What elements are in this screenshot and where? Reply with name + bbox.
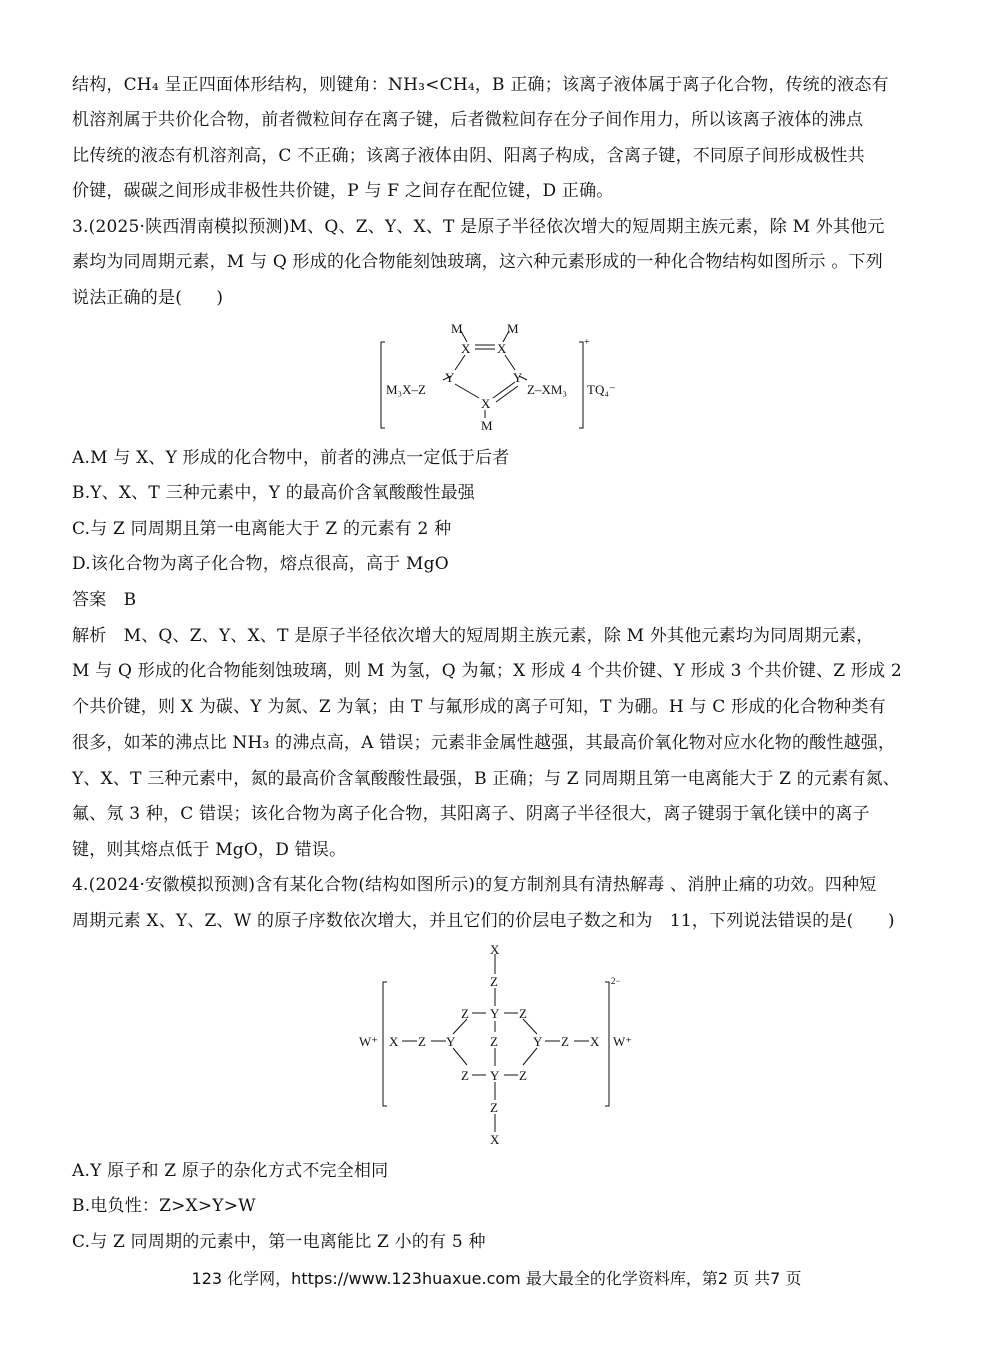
option-c: C.与 Z 同周期的元素中，第一电离能比 Z 小的有 5 种 [72,1232,486,1252]
atom-label: Z [418,1034,426,1049]
page-footer: 123 化学网，https://www.123huaxue.com 最大最全的化学资料库，第2 页 共7 页 [191,1269,802,1288]
cation-label: W⁺ [359,1034,379,1049]
question-4-structure-diagram [355,940,645,1150]
option-b: B.Y、X、T 三种元素中，Y 的最高价含氧酸酸性最强 [72,483,475,503]
analysis-line: 氟、氖 3 种，C 错误；该化合物为离子化合物，其阳离子、阴离子半径很大，离子键弱于氧化镁中的离子 [72,804,870,824]
atom-label: X [389,1034,399,1049]
atom-label: Z [490,1100,498,1115]
atom-label: X [497,341,507,356]
question-3-stem: 说法正确的是( ) [72,288,224,308]
text-line: 价键，碳碳之间形成非极性共价键，P 与 F 之间存在配位键，D 正确。 [72,181,614,201]
group-label: Z–XM₃ [527,382,567,397]
atom-label: Y [445,370,455,385]
atom-label: Y [533,1034,543,1049]
atom-label: M [507,321,519,336]
text-line: 结构，CH₄ 呈正四面体形结构，则键角：NH₃<CH₄，B 正确；该离子液体属于离子化合物，传统的液态有 [72,75,889,95]
atom-label: X [461,341,471,356]
option-b: B.电负性：Z>X>Y>W [72,1196,256,1216]
atom-label: Z [519,1068,527,1083]
text-line: 比传统的液态有机溶剂高，C 不正确；该离子液体由阴、阳离子构成，含离子键，不同原子间形成极性共 [72,146,865,166]
atom-label: X [490,942,500,957]
atom-label: X [590,1034,600,1049]
answer: 答案 B [72,590,137,610]
analysis-line: 很多，如苯的沸点比 NH₃ 的沸点高，A 错误；元素非金属性越强，其最高价氧化物对应水化物的酸性越强， [72,733,896,753]
charge-label: + [584,337,590,348]
option-d: D.该化合物为离子化合物，熔点很高，高于 MgO [72,554,449,574]
atom-label: Z [461,1068,469,1083]
atom-label: X [481,396,491,411]
anion-label: TQ₄⁻ [587,382,616,397]
cation-label: W⁺ [613,1034,633,1049]
atom-label: Z [561,1034,569,1049]
option-a: A.Y 原子和 Z 原子的杂化方式不完全相同 [72,1161,389,1181]
atom-label: Z [519,1006,527,1021]
charge-label: 2− [611,976,621,986]
analysis-line: Y、X、T 三种元素中，氮的最高价含氧酸酸性最强，B 正确；与 Z 同周期且第一电离能大于 Z 的元素有氮、 [72,769,901,789]
atom-label: Z [490,974,498,989]
atom-label: Z [461,1006,469,1021]
question-3-structure-diagram [375,318,625,438]
question-4-stem: 周期元素 X、Y、Z、W 的原子序数依次增大，并且它们的价层电子数之和为 11，下列说法错误的是( ) [72,911,895,931]
analysis-line: 个共价键，则 X 为碳、Y 为氮、Z 为氧；由 T 与氟形成的离子可知，T 为硼。H 与 C 形成的化合物种类有 [72,697,886,717]
analysis-line: 键，则其熔点低于 MgO，D 错误。 [72,840,347,860]
analysis-line: M 与 Q 形成的化合物能刻蚀玻璃，则 M 为氢，Q 为氟；X 形成 4 个共价键、Y 形成 3 个共价键、Z 形成 2 [72,661,902,681]
atom-label: X [490,1132,500,1147]
option-a: A.M 与 X、Y 形成的化合物中，前者的沸点一定低于后者 [72,448,510,468]
question-3-stem: 素均为同周期元素，M 与 Q 形成的化合物能刻蚀玻璃，这六种元素形成的一种化合物结构如图所示 。下列 [72,252,883,272]
group-label: M₃X–Z [386,382,426,397]
analysis-line: 解析 M、Q、Z、Y、X、T 是原子半径依次增大的短周期主族元素，除 M 外其他元素均为同周期元素， [72,626,874,646]
atom-label: Z [490,1034,498,1049]
atom-label: Y [446,1034,456,1049]
question-4-stem: 4.(2024·安徽模拟预测)含有某化合物(结构如图所示)的复方制剂具有清热解毒 、消肿止痛的功效。四种短 [72,875,877,895]
atom-label: Y [490,1006,500,1021]
atom-label: M [481,418,493,433]
atom-label: Y [513,370,523,385]
atom-label: M [451,321,463,336]
question-3-stem: 3.(2025·陕西渭南模拟预测)M、Q、Z、Y、X、T 是原子半径依次增大的短周期主族元素，除 M 外其他元 [72,217,885,237]
option-c: C.与 Z 同周期且第一电离能大于 Z 的元素有 2 种 [72,519,452,539]
atom-label: Y [490,1068,500,1083]
text-line: 机溶剂属于共价化合物，前者微粒间存在离子键，后者微粒间存在分子间作用力，所以该离子液体的沸点 [72,110,864,130]
